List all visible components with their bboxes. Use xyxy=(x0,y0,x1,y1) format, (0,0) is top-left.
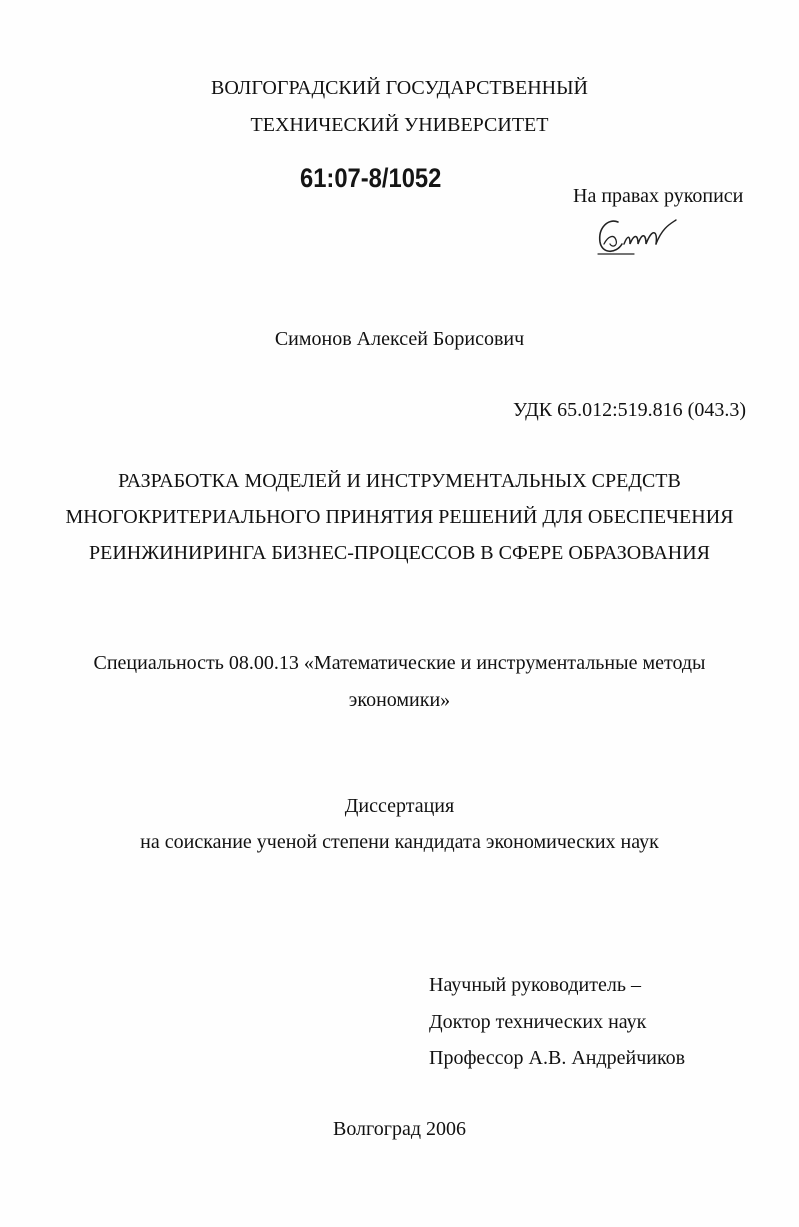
thesis-title-line-1: РАЗРАБОТКА МОДЕЛЕЙ И ИНСТРУМЕНТАЛЬНЫХ СРЕДСТВ xyxy=(118,470,681,492)
supervisor-name: Профессор А.В. Андрейчиков xyxy=(429,1047,686,1069)
library-stamp-number: 61:07-8/1052 xyxy=(300,163,442,193)
udc-code: УДК 65.012:519.816 (043.3) xyxy=(513,399,746,421)
specialty-line-2: экономики» xyxy=(348,689,451,711)
university-name-line-1: ВОЛГОГРАДСКИЙ ГОСУДАРСТВЕННЫЙ xyxy=(211,77,588,99)
university-name-line-2: ТЕХНИЧЕСКИЙ УНИВЕРСИТЕТ xyxy=(250,114,549,136)
rights-note: На правах рукописи xyxy=(573,185,744,207)
supervisor-degree: Доктор технических наук xyxy=(429,1011,647,1033)
author-name: Симонов Алексей Борисович xyxy=(274,328,525,350)
dissertation-label: Диссертация xyxy=(344,795,455,817)
handwritten-signature xyxy=(594,214,686,260)
supervisor-label: Научный руководитель – xyxy=(429,974,641,996)
thesis-title-line-2: МНОГОКРИТЕРИАЛЬНОГО ПРИНЯТИЯ РЕШЕНИЙ ДЛЯ ОБЕСПЕЧЕНИЯ xyxy=(65,506,734,528)
city-year: Волгоград 2006 xyxy=(332,1118,467,1140)
thesis-title-line-3: РЕИНЖИНИРИНГА БИЗНЕС-ПРОЦЕССОВ В СФЕРЕ ОБРАЗОВАНИЯ xyxy=(89,542,710,564)
degree-description: на соискание ученой степени кандидата экономических наук xyxy=(140,831,659,853)
specialty-line-1: Специальность 08.00.13 «Математические и инструментальные методы xyxy=(93,652,706,674)
